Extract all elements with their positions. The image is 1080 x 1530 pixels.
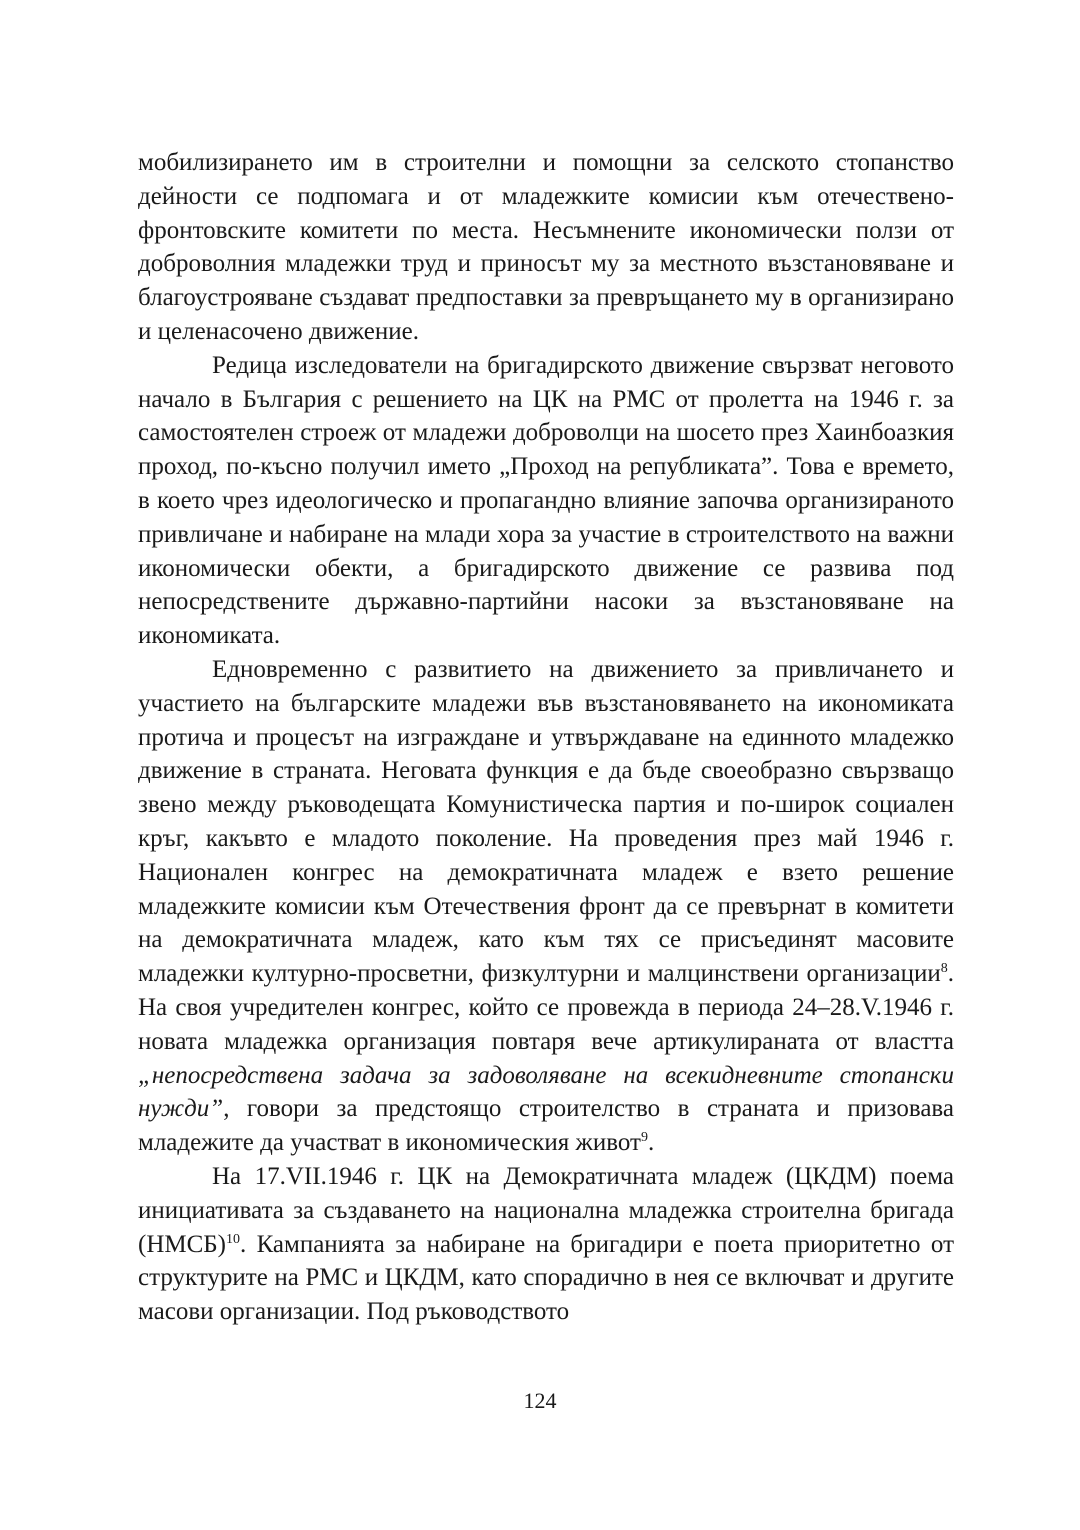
italic-quote: „непосредствена задача за задоволяване на всекидневните стопански нужди” <box>138 1061 954 1123</box>
paragraph-1: мобилизирането им в строителни и помощни за селското стопанство дейности се подпомага и от младежките комисии към отечественофронтовските комитети по места. Несъмнените икономически ползи от доброволния младежки труд и приносът му за местното възстановяване и благоустрояване създават предпоставки за превръщането му в организирано и целенасочено движение. <box>138 149 954 345</box>
paragraph-3-text-2: . На своя учредителен конгрес, който се провежда в периода 24–28.V.1946 г. новата младежка организация повтаря вече артикулираната от властта <box>138 960 954 1055</box>
paragraph-4 <box>138 1160 954 1329</box>
paragraph-2: Редица изследователи на бригадирското движение свързват неговото начало в България с решението на ЦК на РМС от пролетта на 1946 г. за самостоятелен строеж от младежи доброволци на шосето през Хаинбоазкия проход, по-късно получил името „Проход на републиката”. Това е времето, в което чрез идеологическо и пропагандно влияние започва организираното привличане и набиране на млади хора за участие в строителството на важни икономически обекти, а бригадирското движение се развива под непосредствените държавно-партийни насоки за възстановяване на икономиката. <box>138 351 954 650</box>
paragraph-4-text-1: На 17.VII.1946 г. ЦК на Демократичната младеж (ЦКДМ) поема инициативата за създаването на национална младежка строителна бригада (НМСБ) <box>138 1162 954 1258</box>
page-number: 124 <box>523 1388 557 1413</box>
footnote-ref-8: 8 <box>940 961 948 977</box>
paragraph-4-text-2: . Кампанията за набиране на бригадири е поета приоритетно от структурите на РМС и ЦКДМ, като спорадично в нея се включват и другите масови организации. Под ръководството <box>138 1230 954 1326</box>
footnote-ref-10: 10 <box>225 1231 240 1247</box>
page-body <box>138 146 954 1329</box>
footnote-ref-9: 9 <box>640 1130 648 1146</box>
paragraph-3-text-3: , говори за предстоящо строителство в страната и призовава младежите да участват в икономическия живот <box>138 1095 954 1157</box>
paragraph-3 <box>138 653 954 1160</box>
paragraph-3-text-1: Едновременно с развитието на движението за привличането и участието на българските младежи във възстановяването на икономиката протича и процесът на изграждане и утвърждаване на единното младежко движение в страната. Неговата функция е да бъде своеобразно свързващо звено между ръководещата Комунистическа партия и по-широк социален кръг, какъвто е младото поколение. На проведения през май 1946 г. Национален конгрес на демократичната младеж е взето решение младежките комисии към Отечествения фронт да се превърнат в комитети на демократичната младеж, като към тях се присъединят масовите младежки културно-просветни, физкултурни и малцинствени организации <box>138 655 954 988</box>
paragraph-3-text-4: . <box>647 1129 655 1157</box>
